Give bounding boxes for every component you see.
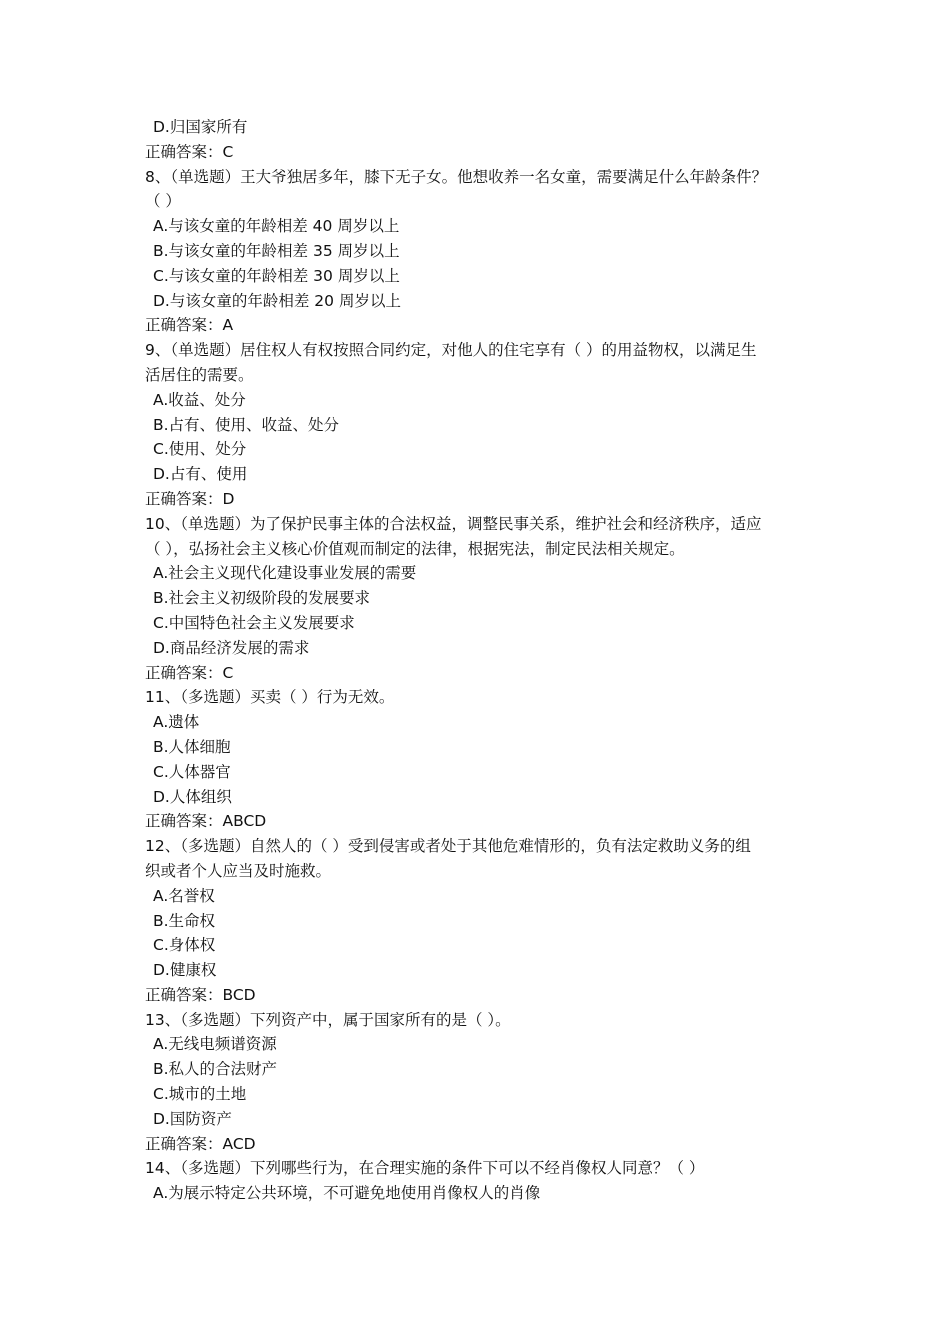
answer-line: 正确答案：A [145, 316, 234, 335]
question-line: 13、（多选题）下列资产中，属于国家所有的是（ ）。 [145, 1010, 511, 1029]
question-line: 8、（单选题）王大爷独居多年，膝下无子女。他想收养一名女童，需要满足什么年龄条件？ [145, 167, 768, 186]
answer-line: 正确答案：ACD [145, 1134, 256, 1153]
question-line: （ ），弘扬社会主义核心价值观而制定的法律，根据宪法，制定民法相关规定。 [145, 539, 685, 558]
answer-line: 正确答案：ABCD [145, 812, 267, 831]
option-line: A.社会主义现代化建设事业发展的需要 [153, 564, 417, 583]
option-line: B.生命权 [153, 911, 216, 930]
option-line: D.与该女童的年龄相差 20 周岁以上 [153, 291, 401, 310]
option-line: D.人体组织 [153, 787, 232, 806]
answer-line: 正确答案：C [145, 663, 234, 682]
question-line: 9、（单选题）居住权人有权按照合同约定，对他人的住宅享有（ ）的用益物权，以满足生 [145, 341, 757, 360]
question-line: 12、（多选题）自然人的（ ）受到侵害或者处于其他危难情形的，负有法定救助义务的组 [145, 837, 751, 856]
option-line: A.收益、处分 [153, 390, 246, 409]
option-line: B.私人的合法财产 [153, 1060, 278, 1079]
option-line: C.城市的土地 [153, 1085, 247, 1104]
option-line: B.与该女童的年龄相差 35 周岁以上 [153, 241, 400, 260]
option-line: D.商品经济发展的需求 [153, 638, 310, 657]
option-line: D.归国家所有 [153, 118, 248, 136]
option-line: B.占有、使用、收益、处分 [153, 415, 340, 434]
option-line: C.中国特色社会主义发展要求 [153, 613, 355, 632]
option-line: C.人体器官 [153, 762, 231, 781]
option-line: A.名誉权 [153, 886, 215, 905]
quiz-content [145, 115, 815, 1206]
option-line: D.占有、使用 [153, 465, 248, 484]
question-line: （ ） [145, 192, 181, 211]
option-line: D.健康权 [153, 961, 217, 980]
question-line: 14、（多选题）下列哪些行为，在合理实施的条件下可以不经肖像权人同意？（ ） [145, 1159, 705, 1178]
option-line: C.身体权 [153, 936, 216, 955]
option-line: B.人体细胞 [153, 737, 231, 756]
question-line: 织或者个人应当及时施救。 [145, 861, 332, 880]
answer-line: 正确答案：BCD [145, 985, 256, 1004]
answer-line: 正确答案：C [145, 142, 234, 161]
option-line: A.遗体 [153, 713, 200, 732]
option-line: B.社会主义初级阶段的发展要求 [153, 589, 371, 608]
question-line: 10、（单选题）为了保护民事主体的合法权益，调整民事关系，维护社会和经济秩序，适应 [145, 514, 762, 533]
option-line: A.无线电频谱资源 [153, 1035, 277, 1054]
option-line: A.为展示特定公共环境，不可避免地使用肖像权人的肖像 [153, 1184, 541, 1203]
option-line: C.与该女童的年龄相差 30 周岁以上 [153, 266, 400, 285]
option-line: D.国防资产 [153, 1109, 232, 1128]
option-line: C.使用、处分 [153, 440, 247, 459]
question-line: 11、（多选题）买卖（ ）行为无效。 [145, 688, 395, 707]
question-line: 活居住的需要。 [145, 365, 254, 384]
option-line: A.与该女童的年龄相差 40 周岁以上 [153, 217, 400, 236]
answer-line: 正确答案：D [145, 489, 235, 508]
